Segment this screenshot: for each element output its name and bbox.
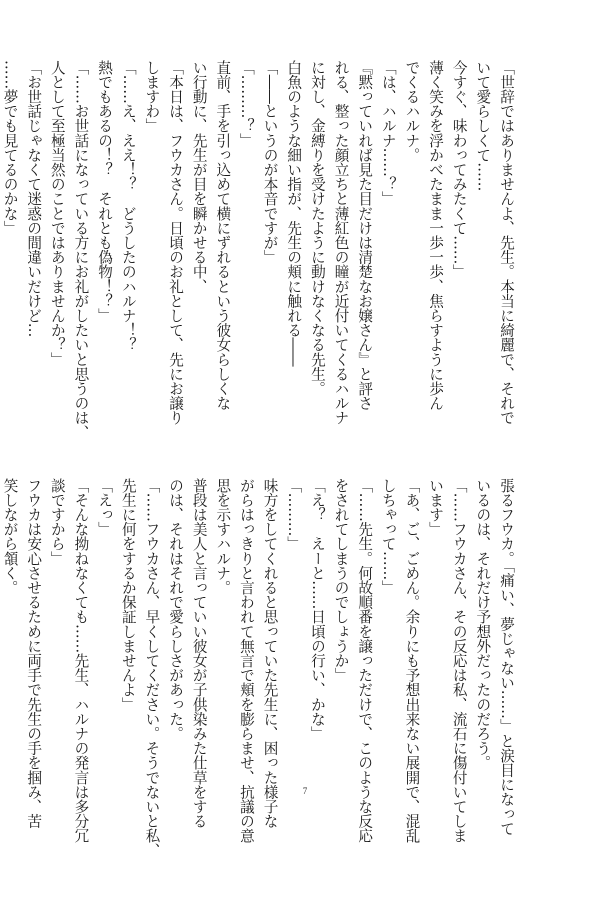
text-line: い行動に、先生が目を瞬かせる中、: [190, 60, 208, 294]
text-line: 「は、ハルナ……？」: [379, 60, 397, 206]
text-line: しますわ」: [143, 60, 161, 133]
text-line: 「そんな拗ねなくても……先生、ハルナの発言は多分冗: [72, 478, 90, 843]
text-line: 「……先生。何故順番を譲っただけで、このような反応: [356, 478, 374, 843]
text-line: 直前、手を引っ込めて横にずれるという彼女らしくな: [214, 60, 232, 411]
text-line: 張るフウカ。「痛い、夢じゃない……」と涙目になって: [498, 478, 515, 836]
text-line: 「………？」: [237, 60, 255, 148]
text-line: しちゃって……」: [379, 478, 397, 595]
text-line: 「本日は、フウカさん。日頃のお礼として、先にお譲り: [167, 60, 185, 425]
text-line: 「――というのが本音ですが」: [261, 60, 279, 265]
text-line: 熱でもあるの！？ それとも偽物！？」: [96, 60, 114, 323]
text-line: 「……お世話になっている方にお礼がしたいと思うのは、: [72, 60, 90, 440]
text-line: れる、整った顔立ちと薄紅色の瞳が近付いてくるハルナ: [332, 60, 350, 425]
text-line: 普段は美人と言っていい彼女が子供染みた仕草をする: [190, 478, 208, 829]
text-line: に対し、金縛りを受けたように動けなくなる先生。: [308, 60, 326, 396]
text-line: います」: [427, 478, 445, 537]
text-line: 薄く笑みを浮かべたまま一歩一歩、焦らすように歩ん: [427, 60, 445, 411]
text-block-lower: [1, 478, 518, 870]
text-line: 「………」: [285, 478, 303, 551]
text-line: 味方をしてくれると思っていた先生に、困った様子な: [261, 478, 279, 829]
text-line: 『黙っていれば見た目だけは清楚なお嬢さん』と評さ: [356, 60, 374, 411]
text-line: 人として至極当然のことではありませんか？」: [48, 60, 66, 367]
text-line: 先生に何をするか保証しませんよ」: [119, 478, 137, 712]
text-line: フウカは安心させるために両手で先生の手を掴み、苦: [25, 478, 43, 829]
text-line: 白魚のような細い指が、先生の頬に触れる――: [285, 60, 303, 367]
text-line: のは、それはそれで愛らしさがあった。: [167, 478, 185, 741]
text-line: でくるハルナ。: [403, 60, 421, 163]
text-line: をされてしまうのでしょうか」: [332, 478, 350, 683]
text-line: 「……フウカさん、早くしてください。そうでないと私、: [143, 478, 161, 858]
text-line: いて愛らしくて……: [474, 60, 492, 192]
text-line: 思を示すハルナ。: [214, 478, 232, 595]
text-line: 「え？ えーと……日頃の行い、かな」: [308, 478, 326, 741]
text-line: 「あ、ご、ごめん。余りにも予想出来ない展開で、混乱: [403, 478, 421, 843]
text-line: 今すぐ、味わってみたくて……」: [450, 60, 468, 279]
text-line: 「お世話じゃなくて迷惑の間違いだけど…: [25, 60, 43, 338]
text-line: ……夢でも見てるのかな」: [1, 60, 19, 236]
text-block-upper: [1, 60, 518, 452]
text-line: 笑しながら頷く。: [1, 478, 19, 595]
text-line: 談ですから」: [48, 478, 66, 566]
text-line: 「……フウカさん、その反応は私、流石に傷付いてしま: [450, 478, 468, 843]
text-line: 「世辞ではありませんよ、先生。本当に綺麗で、それで: [498, 60, 515, 425]
text-line: 「……え、ええ！？ どうしたのハルナ！？: [119, 60, 137, 352]
page-number: 7: [302, 786, 308, 796]
text-line: いるのは、それだけ予想外だったのだろう。: [474, 478, 492, 770]
text-line: 「えっ」: [96, 478, 114, 537]
text-line: がらはっきりと言われて無言で頬を膨らませ、抗議の意: [237, 478, 255, 843]
